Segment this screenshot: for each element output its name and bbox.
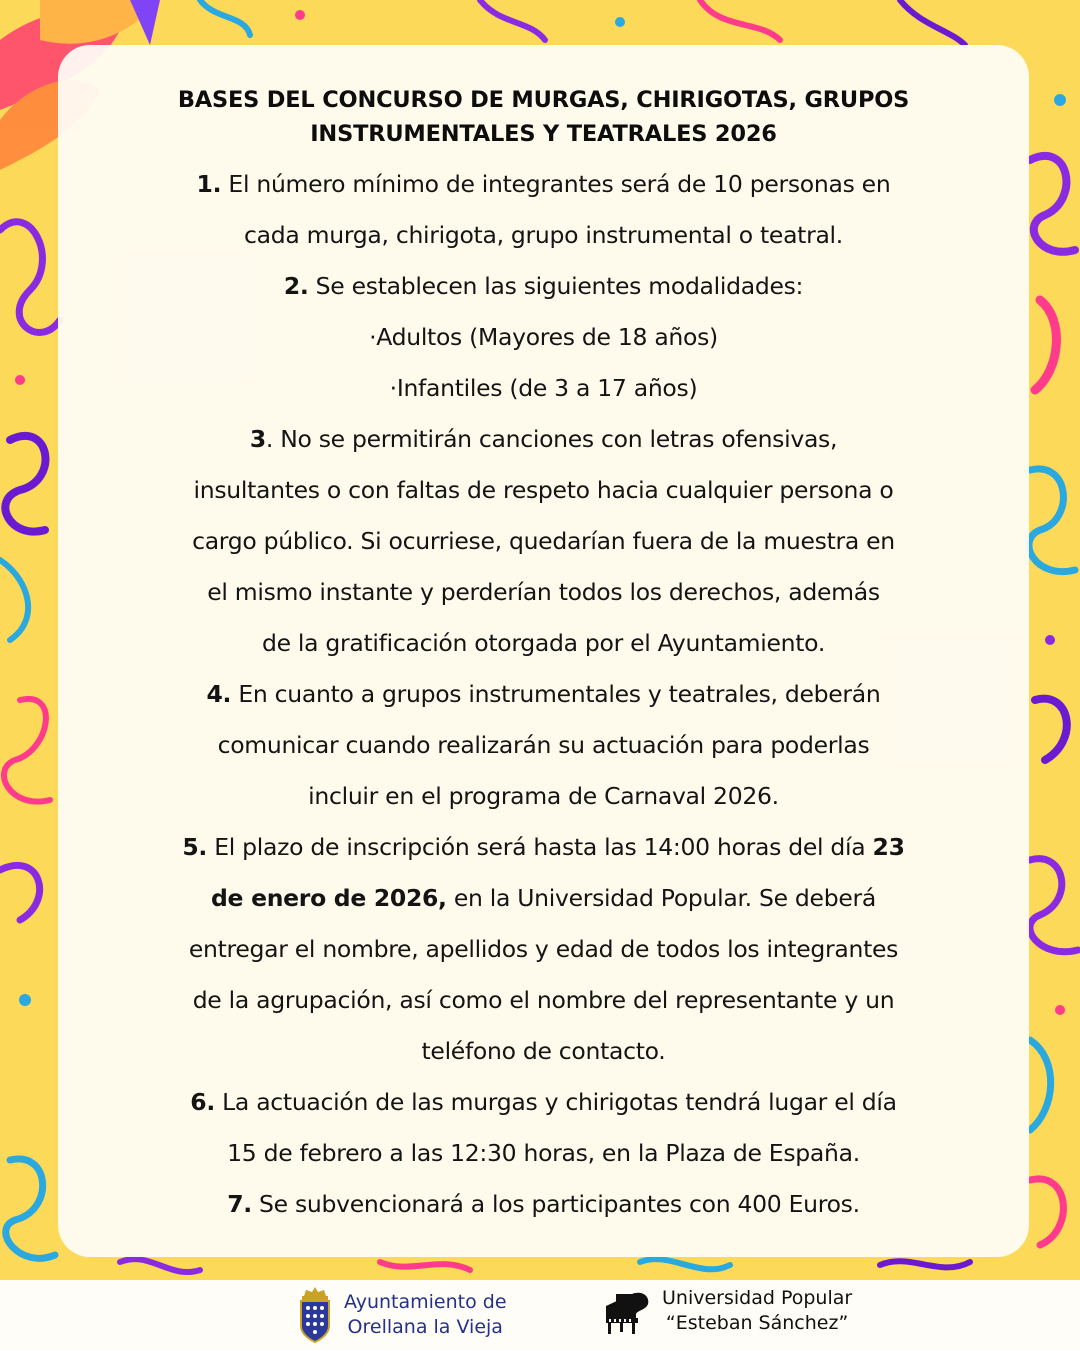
rule-5-date-day: 23 (872, 833, 905, 861)
rule-6-text: La actuación de las murgas y chirigotas tendrá lugar el día (214, 1088, 897, 1116)
rule-3-line-2: insultantes o con faltas de respeto hacia cualquier persona o (193, 476, 894, 504)
rule-5-date-month: de enero de 2026, (211, 884, 447, 912)
rule-5-line-1 (98, 822, 989, 873)
rules-body (98, 159, 989, 1230)
universidad-logo (602, 1286, 852, 1336)
universidad-line-2: “Esteban Sánchez” (665, 1312, 849, 1334)
rule-3-line-4: el mismo instante y perderían todos los derechos, además (207, 578, 880, 606)
rule-7-line-1 (98, 1179, 989, 1230)
universidad-name (662, 1286, 852, 1336)
rule-4-number: 4. (206, 680, 232, 708)
rule-1-line-2: cada murga, chirigota, grupo instrumental o teatral. (244, 221, 843, 249)
rule-7-number: 7. (227, 1190, 252, 1218)
rule-2-number: 2. (283, 272, 309, 300)
ayuntamiento-logo (296, 1286, 507, 1344)
title-line-1: BASES DEL CONCURSO DE MURGAS, CHIRIGOTAS, GRUPOS (177, 87, 910, 113)
rule-6-line-2: 15 de febrero a las 12:30 horas, en la Plaza de España. (227, 1139, 860, 1167)
rule-4-text: En cuanto a grupos instrumentales y teatrales, deberán (231, 680, 881, 708)
streamer-decoration-bottom (120, 1259, 970, 1272)
rule-1-text: El número mínimo de integrantes será de 10 personas en (221, 170, 891, 198)
rule-5-line-5: teléfono de contacto. (421, 1037, 666, 1065)
coat-of-arms-icon (296, 1286, 334, 1344)
ayuntamiento-line-1: Ayuntamiento de (344, 1291, 507, 1313)
footer-logos (0, 1280, 1080, 1350)
rule-3-line-3: cargo público. Si ocurriese, quedarían fuera de la muestra en (192, 527, 895, 555)
rule-4-line-2: comunicar cuando realizarán su actuación para poderlas (217, 731, 870, 759)
rule-7-text: Se subvencionará a los participantes con 400 Euros. (251, 1190, 860, 1218)
rule-2-option-children: ·Infantiles (de 3 a 17 años) (389, 374, 698, 402)
rule-5-text-2: en la Universidad Popular. Se deberá (446, 884, 876, 912)
rule-5-line-4: de la agrupación, así como el nombre del representante y un (192, 986, 895, 1014)
rule-4-line-1 (98, 669, 989, 720)
universidad-line-1: Universidad Popular (662, 1287, 853, 1309)
rule-2-text: Se establecen las siguientes modalidades: (308, 272, 804, 300)
rule-5-text: El plazo de inscripción será hasta las 14:00 horas del día (207, 833, 873, 861)
rule-5-line-3: entregar el nombre, apellidos y edad de todos los integrantes (188, 935, 899, 963)
ayuntamiento-line-2: Orellana la Vieja (347, 1316, 503, 1338)
rule-3-line-1 (98, 414, 989, 465)
rule-6-line-1 (98, 1077, 989, 1128)
rule-4-line-3: incluir en el programa de Carnaval 2026. (308, 782, 779, 810)
streamer-decoration-right (1029, 156, 1078, 1245)
rule-3-line-5: de la gratificación otorgada por el Ayuntamiento. (261, 629, 825, 657)
rule-6-number: 6. (190, 1088, 215, 1116)
rule-3-number: 3 (249, 425, 266, 453)
page-title (98, 83, 989, 151)
rules-card (58, 45, 1029, 1257)
rule-5-number: 5. (182, 833, 208, 861)
rule-1-line-1 (98, 159, 989, 210)
rule-2-option-adults: ·Adultos (Mayores de 18 años) (369, 323, 718, 351)
rule-1-number: 1. (196, 170, 222, 198)
rule-2-line-1 (98, 261, 989, 312)
rule-3-text: . No se permitirán canciones con letras ofensivas, (265, 425, 838, 453)
title-line-2: INSTRUMENTALES Y TEATRALES 2026 (310, 121, 777, 147)
ayuntamiento-name (344, 1290, 507, 1340)
rule-5-line-2 (98, 873, 989, 924)
grand-piano-icon (602, 1286, 652, 1336)
